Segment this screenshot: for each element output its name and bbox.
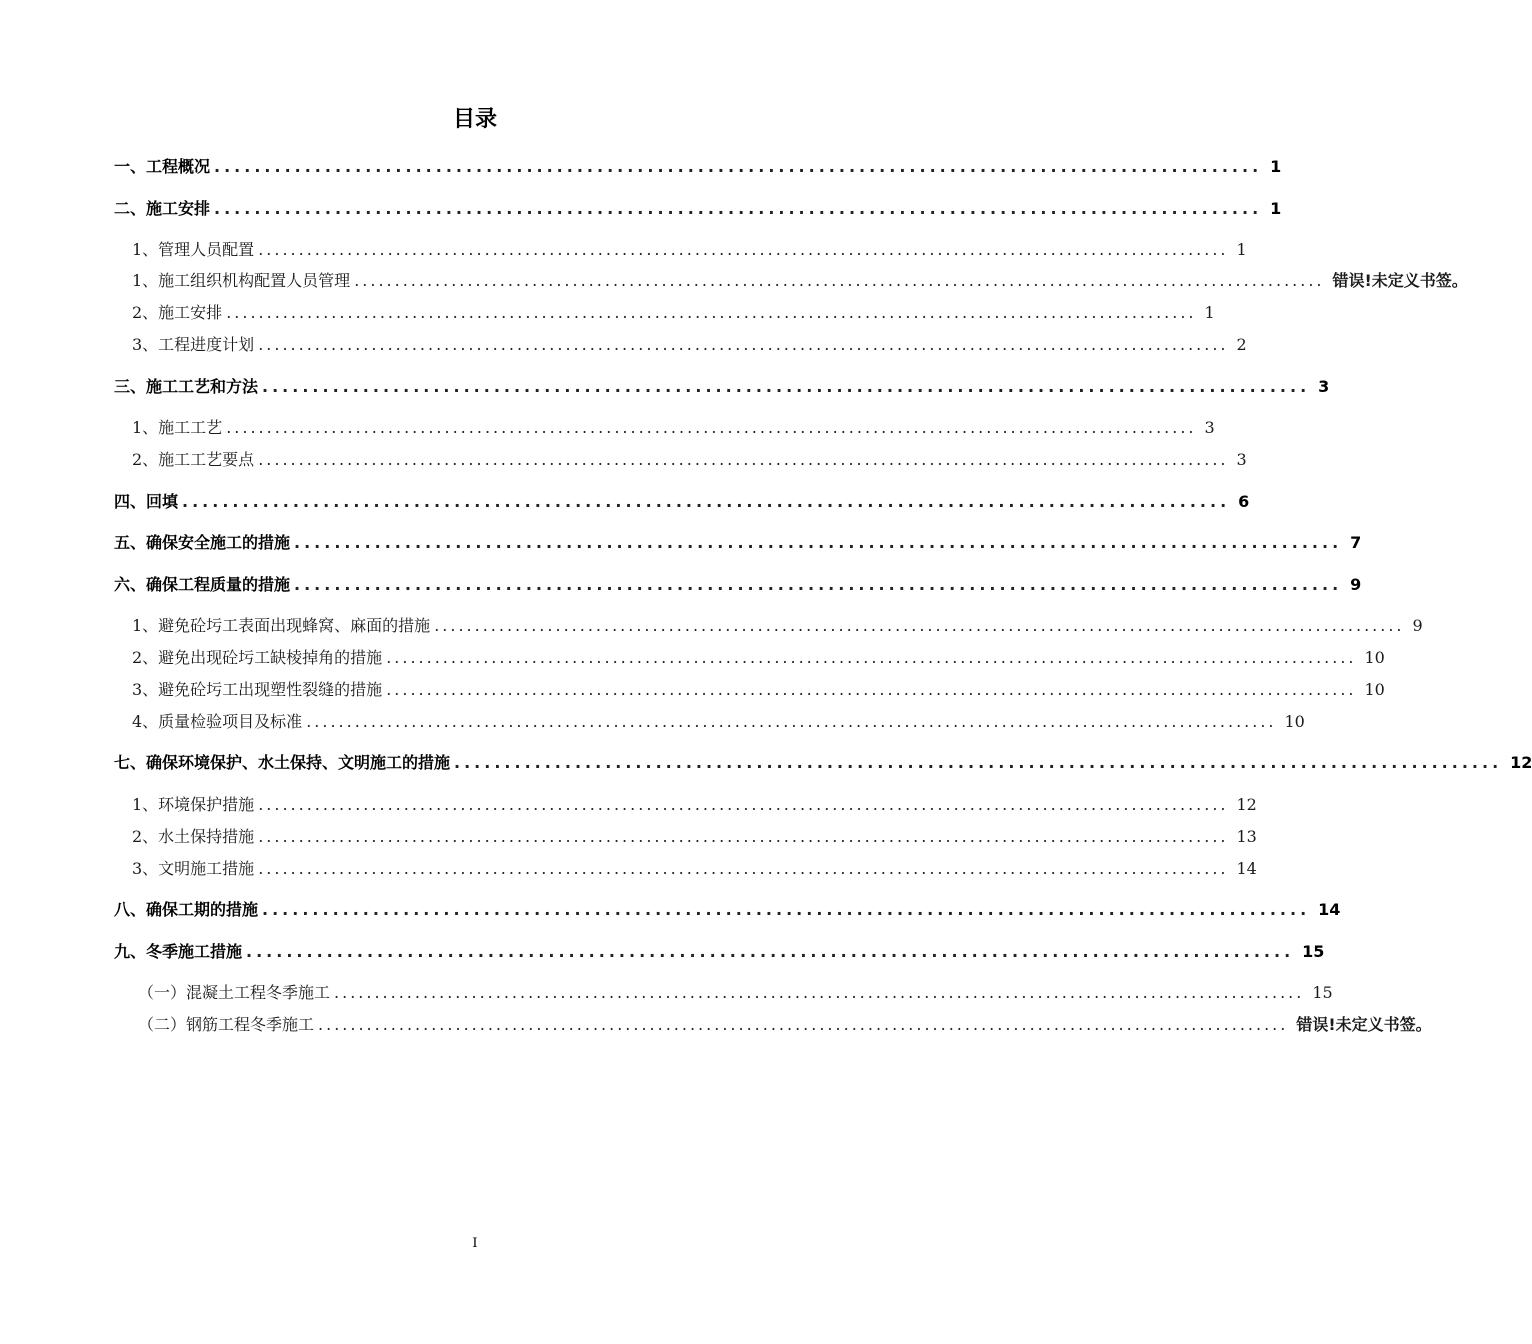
toc-entry[interactable] [114,750,1532,776]
toc-entry[interactable] [132,677,1385,703]
toc-entry-page: 12 [1510,753,1532,772]
dot-leader: ........................................................................................................ [214,199,1263,218]
toc-entry-page-error: 错误!未定义书签。 [1296,1015,1432,1034]
toc-entry[interactable] [114,154,1282,180]
toc-entry-label: 2、水土保持措施 [132,827,255,846]
toc-entry-page: 7 [1350,533,1362,552]
toc-entry[interactable] [132,856,1257,882]
dot-leader: ........................................................................................................ [262,900,1311,919]
dot-leader: ........................................................................................................................ [306,712,1277,731]
toc-entry-label: 一、工程概况 [114,157,211,176]
toc-entry-page: 3 [1204,418,1215,437]
dot-leader: ........................................................................................................ [294,575,1343,594]
dot-leader: ........................................................................................................................ [258,859,1229,878]
dot-leader: ........................................................................................................................ [258,335,1229,354]
dot-leader: ........................................................................................................................ [226,303,1197,322]
toc-entry[interactable] [132,332,1247,358]
toc-entry-label: 2、避免出现砼圬工缺棱掉角的措施 [132,648,383,667]
dot-leader: ........................................................................................................................ [318,1015,1289,1034]
toc-entry-label: 2、施工工艺要点 [132,450,255,469]
toc-entry-page: 3 [1236,450,1247,469]
dot-leader: ........................................................................................................................ [258,450,1229,469]
dot-leader: ........................................................................................................................ [258,240,1229,259]
toc-entry-page: 10 [1284,712,1305,731]
page-number-footer: I [472,1236,478,1251]
toc-entry[interactable] [114,530,1362,556]
toc-entry-label: 4、质量检验项目及标准 [132,712,303,731]
dot-leader: ........................................................................................................................ [354,271,1325,290]
toc-entry[interactable] [132,237,1247,263]
toc-entry-label: 九、冬季施工措施 [114,942,243,961]
toc-entry[interactable] [132,613,1423,639]
toc-entry-page: 9 [1350,575,1362,594]
dot-leader: ........................................................................................................ [262,377,1311,396]
toc-entry-label: （二）钢筋工程冬季施工 [138,1015,315,1034]
toc-entry-label: 1、环境保护措施 [132,795,255,814]
toc-entry-page: 9 [1412,616,1423,635]
toc-entry[interactable] [114,897,1341,923]
dot-leader: ........................................................................................................................ [226,418,1197,437]
toc-entry-label: 六、确保工程质量的措施 [114,575,291,594]
dot-leader: ........................................................................................................ [214,157,1263,176]
dot-leader: ........................................................................................................ [246,942,1295,961]
dot-leader: ........................................................................................................ [182,492,1231,511]
toc-entry-page-error: 错误!未定义书签。 [1332,271,1468,290]
toc-entry-page: 1 [1204,303,1215,322]
toc-entry-label: 三、施工工艺和方法 [114,377,259,396]
toc-entry-label: 七、确保环境保护、水土保持、文明施工的措施 [114,753,451,772]
toc-entry[interactable] [132,709,1305,735]
toc-entry-label: 2、施工安排 [132,303,223,322]
toc-entry[interactable] [114,939,1325,965]
toc-entry-page: 1 [1236,240,1247,259]
toc-entry-label: 3、工程进度计划 [132,335,255,354]
toc-entry-label: （一）混凝土工程冬季施工 [138,983,331,1002]
toc-entry-page: 15 [1302,942,1325,961]
toc-entry-page: 2 [1236,335,1247,354]
toc-entry-page: 10 [1364,648,1385,667]
toc-entry-label: 五、确保安全施工的措施 [114,533,291,552]
toc-entry[interactable] [132,415,1215,441]
toc-entry[interactable] [132,447,1247,473]
toc-entry-page: 6 [1238,492,1250,511]
toc-entry-page: 14 [1236,859,1257,878]
toc-entry-label: 八、确保工期的措施 [114,900,259,919]
toc-entry[interactable] [138,980,1333,1006]
toc-entry-page: 12 [1236,795,1257,814]
toc-entry-label: 3、避免砼圬工出现塑性裂缝的措施 [132,680,383,699]
toc-title: 目录 [452,107,497,132]
toc-entry-page: 1 [1270,199,1282,218]
toc-entry-page: 13 [1236,827,1257,846]
toc-entry-label: 1、施工组织机构配置人员管理 [132,271,351,290]
toc-entry-page: 15 [1312,983,1333,1002]
dot-leader: ........................................................................................................................ [386,648,1357,667]
dot-leader: ........................................................................................................................ [434,616,1405,635]
toc-entry-page: 10 [1364,680,1385,699]
toc-entry-label: 四、回填 [114,492,179,511]
toc-entry[interactable] [114,489,1250,515]
toc-entry-label: 二、施工安排 [114,199,211,218]
toc-entry-page: 3 [1318,377,1330,396]
toc-entry-page: 14 [1318,900,1341,919]
dot-leader: ........................................................................................................................ [386,680,1357,699]
toc-entry[interactable] [132,268,1468,294]
dot-leader: ........................................................................................................ [454,753,1503,772]
toc-entry[interactable] [132,824,1257,850]
toc-entry-label: 1、施工工艺 [132,418,223,437]
toc-entry-label: 1、管理人员配置 [132,240,255,259]
toc-entry[interactable] [138,1012,1432,1038]
toc-entry[interactable] [132,300,1215,326]
dot-leader: ........................................................................................................................ [258,827,1229,846]
dot-leader: ........................................................................................................................ [334,983,1305,1002]
toc-entry-label: 1、避免砼圬工表面出现蜂窝、麻面的措施 [132,616,431,635]
dot-leader: ........................................................................................................ [294,533,1343,552]
dot-leader: ........................................................................................................................ [258,795,1229,814]
toc-entry[interactable] [132,792,1257,818]
toc-entry[interactable] [114,572,1362,598]
toc-entry[interactable] [132,645,1385,671]
toc-entry[interactable] [114,374,1330,400]
toc-entry[interactable] [114,196,1282,222]
toc-entry-label: 3、文明施工措施 [132,859,255,878]
toc-entry-page: 1 [1270,157,1282,176]
